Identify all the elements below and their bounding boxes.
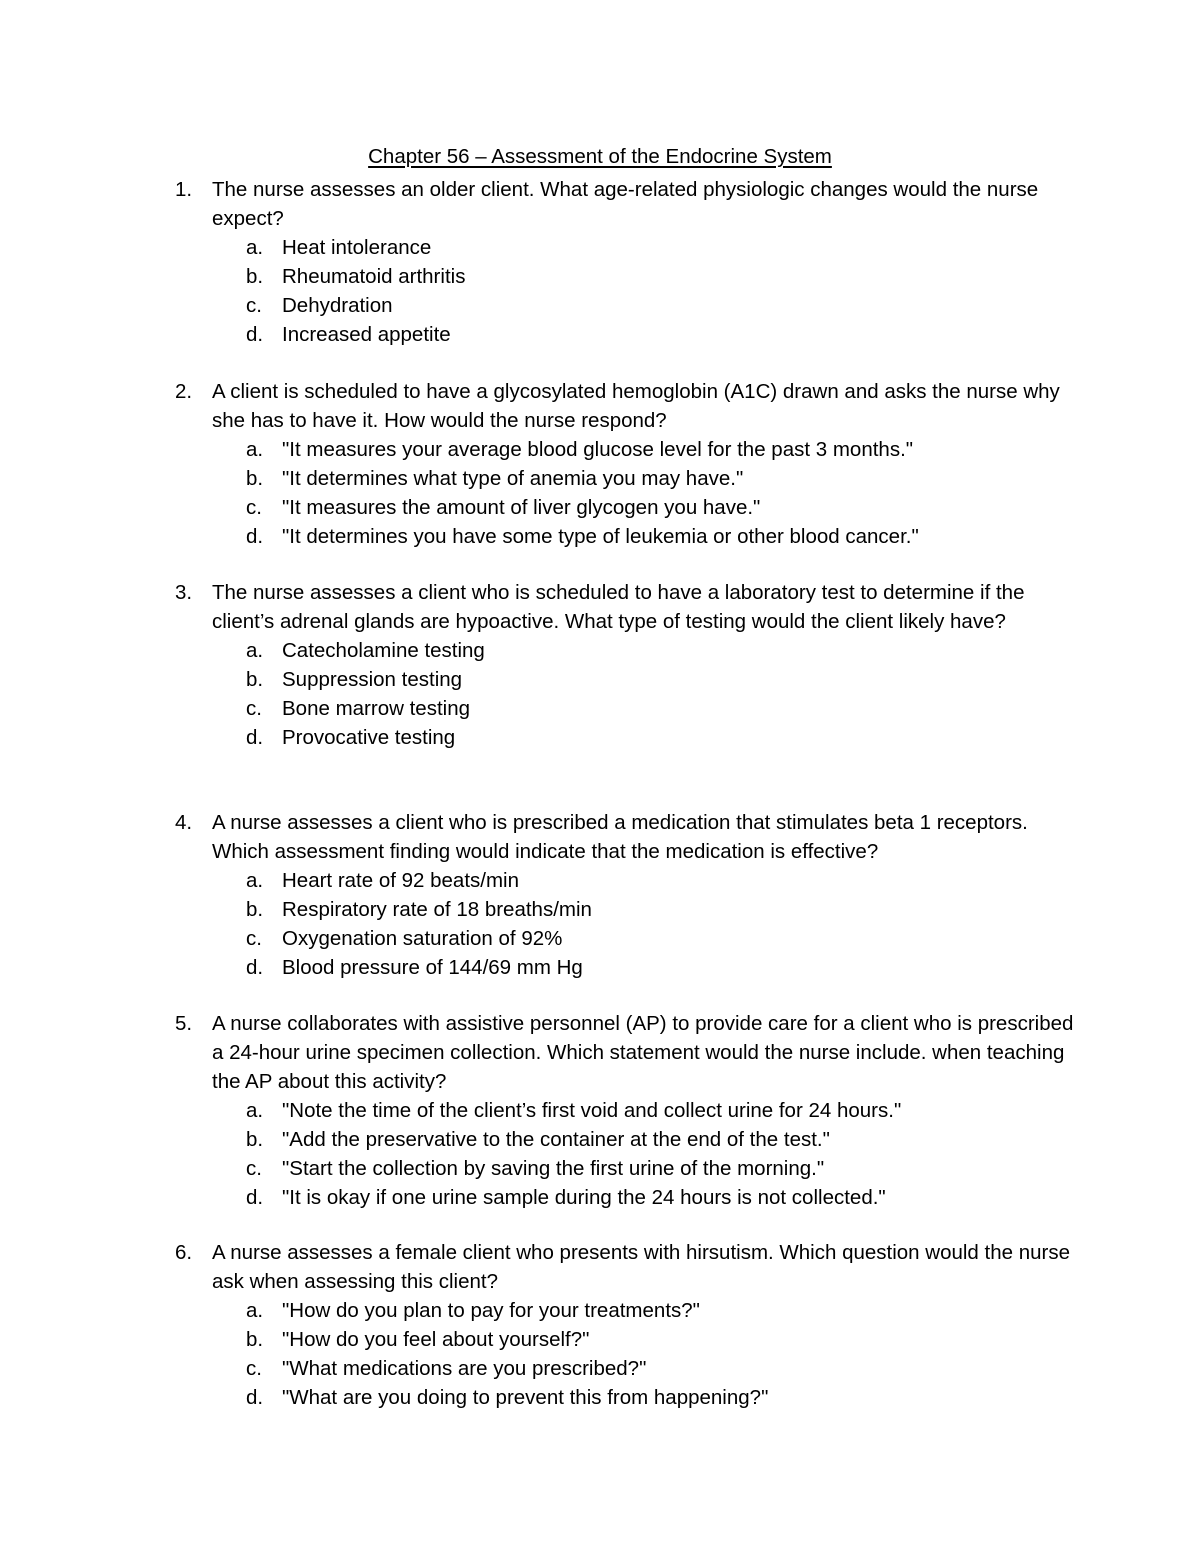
option-text: Oxygenation saturation of 92% — [282, 927, 563, 950]
option-text: Heart rate of 92 beats/min — [282, 869, 520, 892]
question-1 — [175, 175, 1075, 349]
answer-option-c — [175, 694, 1075, 723]
option-letter: a. — [246, 639, 264, 662]
question-text: A client is scheduled to have a glycosylated hemoglobin (A1C) drawn and asks the nurse why she has to have it. How would the nurse respond? — [212, 380, 1060, 432]
option-text: Suppression testing — [282, 668, 463, 691]
option-letter: d. — [246, 525, 264, 548]
option-text: "Note the time of the client’s first void and collect urine for 24 hours." — [282, 1099, 902, 1122]
question-number: 2. — [175, 380, 193, 403]
option-text: "What are you doing to prevent this from happening?" — [282, 1386, 769, 1409]
answer-option-b — [175, 895, 1075, 924]
question-text: A nurse collaborates with assistive personnel (AP) to provide care for a client who is prescribed a 24-hour urine specimen collection. Which statement would the nurse include. when teaching the AP about this activity? — [212, 1012, 1074, 1093]
answer-options — [175, 233, 1075, 349]
answer-option-d — [175, 723, 1075, 752]
answer-option-b — [175, 464, 1075, 493]
question-text: A nurse assesses a client who is prescribed a medication that stimulates beta 1 receptors. Which assessment finding would indicate that the medication is effective? — [212, 811, 1028, 863]
option-text: "It determines what type of anemia you may have." — [282, 467, 744, 490]
answer-option-b — [175, 1125, 1075, 1154]
answer-option-b — [175, 1325, 1075, 1354]
question-number: 3. — [175, 581, 193, 604]
answer-option-a — [175, 866, 1075, 895]
question-6 — [175, 1238, 1075, 1412]
question-text: A nurse assesses a female client who presents with hirsutism. Which question would the nurse ask when assessing this client? — [212, 1241, 1070, 1293]
answer-options — [175, 1296, 1075, 1412]
answer-option-c — [175, 493, 1075, 522]
option-text: "How do you plan to pay for your treatments?" — [282, 1299, 700, 1322]
option-text: Heat intolerance — [282, 236, 432, 259]
answer-option-c — [175, 924, 1075, 953]
answer-option-a — [175, 233, 1075, 262]
option-letter: d. — [246, 956, 264, 979]
option-letter: c. — [246, 1157, 262, 1180]
option-text: Increased appetite — [282, 323, 451, 346]
option-letter: c. — [246, 1357, 262, 1380]
answer-options — [175, 636, 1075, 752]
answer-option-d — [175, 522, 1075, 551]
option-text: "What medications are you prescribed?" — [282, 1357, 647, 1380]
option-text: "Add the preservative to the container at the end of the test." — [282, 1128, 830, 1151]
option-text: Blood pressure of 144/69 mm Hg — [282, 956, 583, 979]
option-letter: a. — [246, 438, 264, 461]
question-4 — [175, 808, 1075, 982]
question-number: 1. — [175, 178, 193, 201]
option-text: Bone marrow testing — [282, 697, 471, 720]
option-text: Rheumatoid arthritis — [282, 265, 466, 288]
option-text: "How do you feel about yourself?" — [282, 1328, 590, 1351]
answer-option-b — [175, 262, 1075, 291]
answer-option-a — [175, 1096, 1075, 1125]
option-letter: a. — [246, 236, 264, 259]
answer-option-c — [175, 1354, 1075, 1383]
option-letter: d. — [246, 323, 264, 346]
answer-option-d — [175, 1183, 1075, 1212]
option-letter: d. — [246, 1386, 264, 1409]
option-letter: c. — [246, 294, 262, 317]
question-text: The nurse assesses a client who is scheduled to have a laboratory test to determine if the client’s adrenal glands are hypoactive. What type of testing would the client likely have? — [212, 581, 1025, 633]
answer-option-d — [175, 1383, 1075, 1412]
question-text: The nurse assesses an older client. What age-related physiologic changes would the nurse expect? — [212, 178, 1039, 230]
answer-option-c — [175, 291, 1075, 320]
answer-option-d — [175, 953, 1075, 982]
option-text: Respiratory rate of 18 breaths/min — [282, 898, 592, 921]
answer-option-a — [175, 435, 1075, 464]
option-text: "Start the collection by saving the first urine of the morning." — [282, 1157, 825, 1180]
option-text: "It measures your average blood glucose level for the past 3 months." — [282, 438, 914, 461]
option-text: "It measures the amount of liver glycogen you have." — [282, 496, 761, 519]
option-text: Dehydration — [282, 294, 393, 317]
option-text: Provocative testing — [282, 726, 456, 749]
option-letter: b. — [246, 467, 264, 490]
answer-options — [175, 866, 1075, 982]
option-letter: a. — [246, 1299, 264, 1322]
answer-option-a — [175, 636, 1075, 665]
question-5 — [175, 1009, 1075, 1212]
question-number: 4. — [175, 811, 193, 834]
question-number: 6. — [175, 1241, 193, 1264]
option-letter: c. — [246, 927, 262, 950]
option-text: Catecholamine testing — [282, 639, 485, 662]
option-letter: b. — [246, 668, 264, 691]
option-letter: d. — [246, 1186, 264, 1209]
option-letter: a. — [246, 869, 264, 892]
answer-option-d — [175, 320, 1075, 349]
option-letter: c. — [246, 496, 262, 519]
option-letter: b. — [246, 1128, 264, 1151]
option-text: "It is okay if one urine sample during the 24 hours is not collected." — [282, 1186, 886, 1209]
option-text: "It determines you have some type of leukemia or other blood cancer." — [282, 525, 919, 548]
option-letter: a. — [246, 1099, 264, 1122]
answer-options — [175, 435, 1075, 551]
question-2 — [175, 377, 1075, 551]
answer-option-c — [175, 1154, 1075, 1183]
question-number: 5. — [175, 1012, 193, 1035]
option-letter: b. — [246, 265, 264, 288]
answer-option-a — [175, 1296, 1075, 1325]
question-3 — [175, 578, 1075, 752]
option-letter: b. — [246, 1328, 264, 1351]
option-letter: d. — [246, 726, 264, 749]
answer-option-b — [175, 665, 1075, 694]
page-title: Chapter 56 – Assessment of the Endocrine System — [368, 145, 832, 168]
option-letter: c. — [246, 697, 262, 720]
answer-options — [175, 1096, 1075, 1212]
option-letter: b. — [246, 898, 264, 921]
